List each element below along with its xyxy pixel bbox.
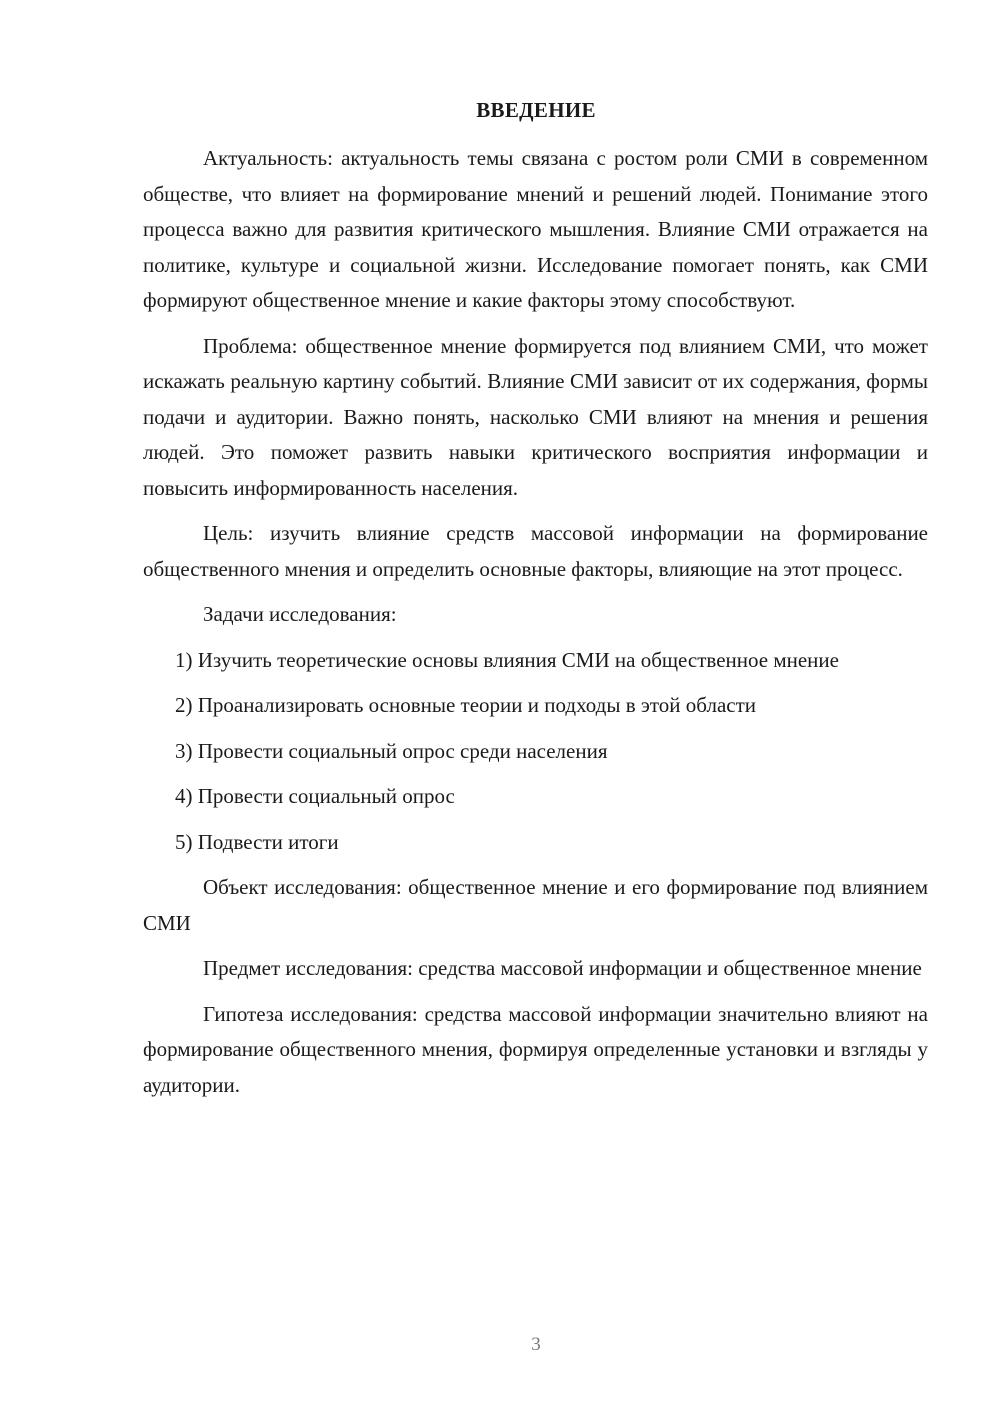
paragraph-subject: Предмет исследования: средства массовой информации и общественное мнение	[203, 956, 922, 980]
paragraph-goal: Цель: изучить влияние средств массовой информации на формирование общественного мнения и определить основные факторы, влияющие на этот процесс.	[143, 521, 928, 581]
document-body	[143, 141, 928, 1113]
paragraph-hypothesis: Гипотеза исследования: средства массовой информации значительно влияют на формирование общественного мнения, формируя определенные установки и взгляды у аудитории.	[143, 1001, 928, 1097]
page-number: 3	[531, 1334, 541, 1355]
task-item-2: 2) Проанализировать основные теории и подходы в этой области	[175, 693, 756, 717]
paragraph-relevance: Актуальность: актуальность темы связана с ростом роли СМИ в современном обществе, что влияет на формирование мнений и решений людей. Понимание этого процесса важно для развития критического мышления. Влияние СМИ отражается на политике, культуре и социальной жизни. Исследование помогает понять, как СМИ формируют общественное мнение и какие факторы этому способствуют.	[143, 146, 928, 312]
task-item-3: 3) Провести социальный опрос среди населения	[175, 738, 608, 763]
task-item-5: 5) Подвести итоги	[175, 829, 339, 854]
task-item-4: 4) Провести социальный опрос	[175, 784, 455, 808]
page-title: ВВЕДЕНИЕ	[476, 98, 596, 122]
tasks-heading: Задачи исследования:	[203, 602, 397, 626]
paragraph-object: Объект исследования: общественное мнение и его формирование под влиянием СМИ	[143, 875, 928, 935]
paragraph-problem: Проблема: общественное мнение формируется под влиянием СМИ, что может искажать реальную картину событий. Влияние СМИ зависит от их содержания, формы подачи и аудитории. Важно понять, насколько СМИ влияют на мнения и решения людей. Это поможет развить навыки критического восприятия информации и повысить информированность населения.	[143, 333, 928, 500]
task-item-1: 1) Изучить теоретические основы влияния СМИ на общественное мнение	[175, 647, 839, 672]
